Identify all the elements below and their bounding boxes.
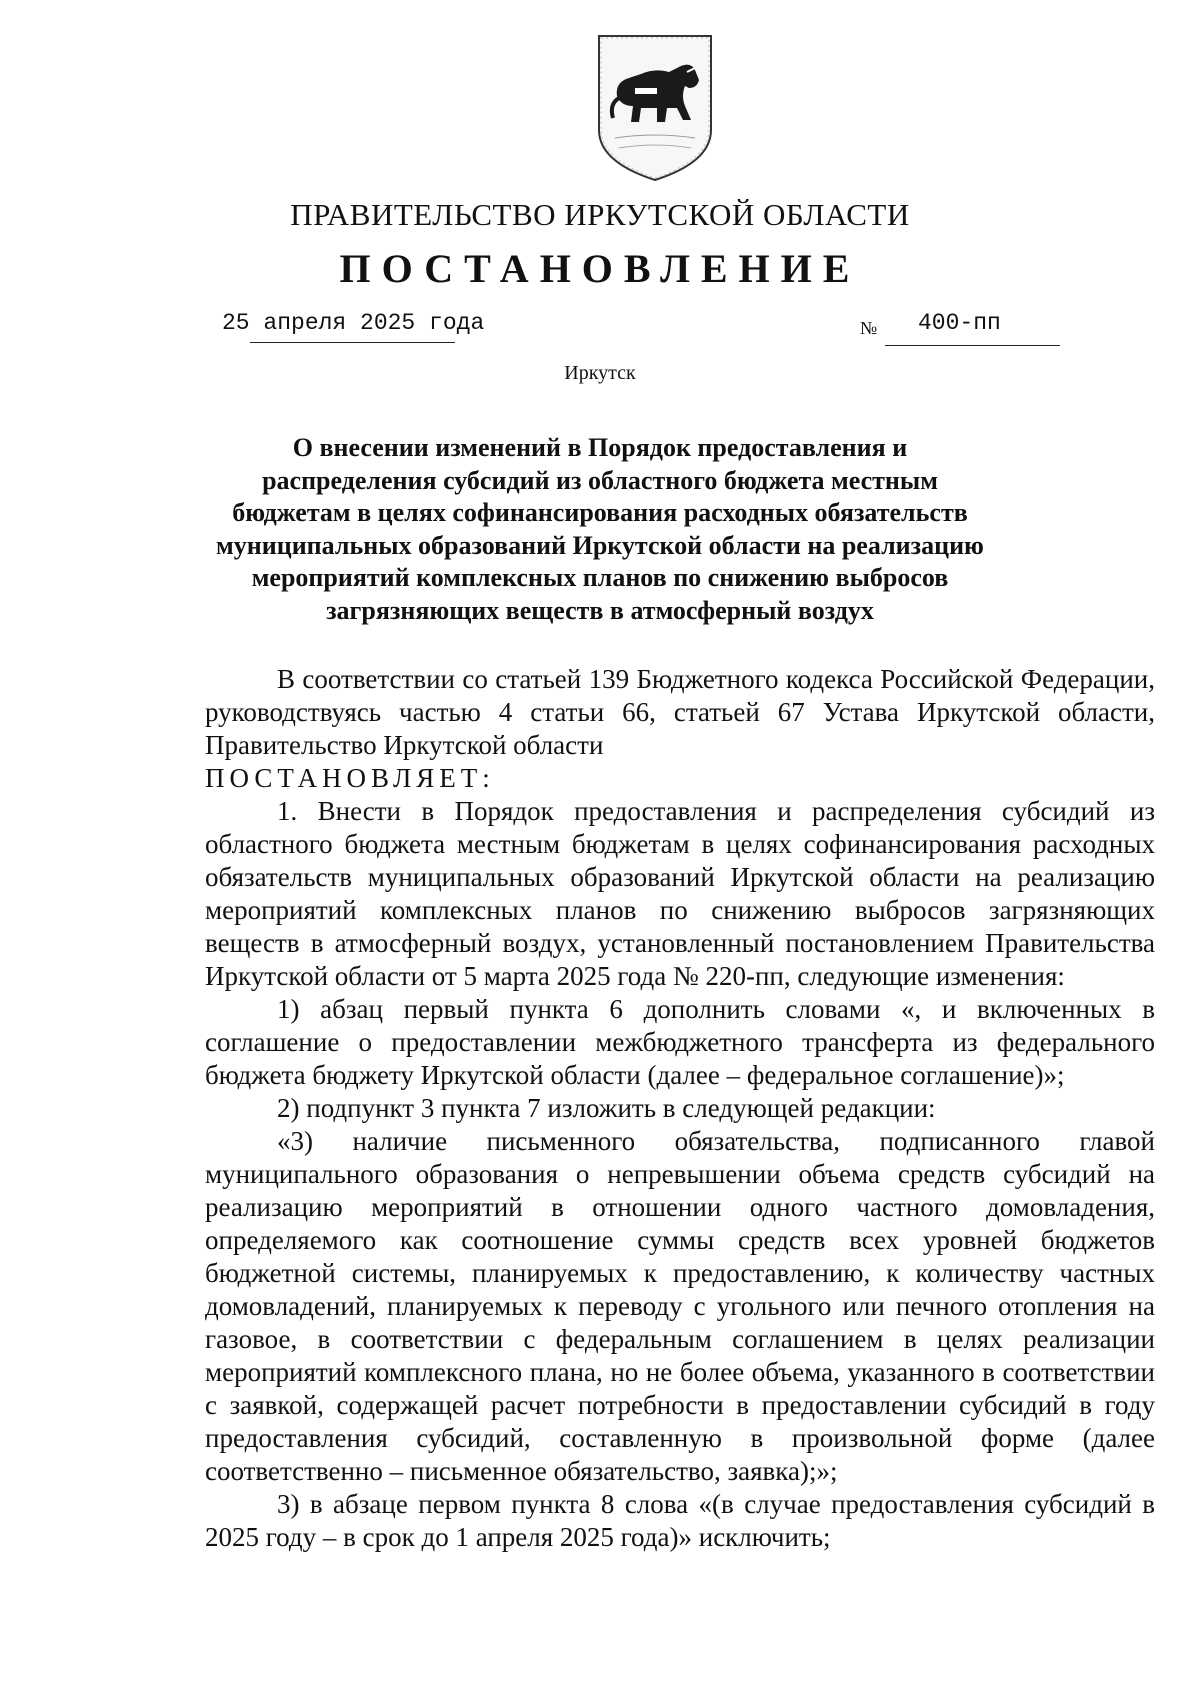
subitem-1-paragraph: 1) абзац первый пункта 6 дополнить словами «, и включенных в соглашение о предоставлении межбюджетного трансферта из федерального бюджета бюджету Иркутской области (далее – федеральное соглашение)»;: [205, 994, 1155, 1090]
subitem-3-paragraph: 3) в абзаце первом пункта 8 слова «(в случае предоставления субсидий в 2025 году – в срок до 1 апреля 2025 года)» исключить;: [205, 1489, 1155, 1552]
document-type: ПОСТАНОВЛЕНИЕ: [339, 246, 861, 291]
document-title: О внесении изменений в Порядок предоставления и распределения субсидий из областного бюджета местным бюджетам в целях софинансирования расходных обязательств муниципальных образований Иркутской области на реализацию мероприятий комплексных планов по снижению выбросов загрязняющих веществ в атмосферный воздух: [216, 433, 984, 625]
subitem-2-paragraph: 2) подпункт 3 пункта 7 изложить в следующей редакции:: [277, 1093, 936, 1123]
preamble-paragraph: В соответствии со статьей 139 Бюджетного кодекса Российской Федерации, руководствуясь частью 4 статьи 66, статьей 67 Устава Иркутской области, Правительство Иркутской области: [205, 664, 1155, 760]
document-body: [205, 663, 1155, 1554]
number-underline: [885, 345, 1060, 346]
date-underline: [250, 342, 455, 343]
item-1-paragraph: 1. Внести в Порядок предоставления и распределения субсидий из областного бюджета местным бюджетам в целях софинансирования расходных обязательств муниципальных образований Иркутской области на реализацию мероприятий комплексных планов по снижению выбросов загрязняющих веществ в атмосферный воздух, установленный постановлением Правительства Иркутской области от 5 марта 2025 года № 220-пп, следующие изменения:: [205, 796, 1155, 991]
number-sign: №: [860, 318, 878, 338]
coat-of-arms-icon: [595, 34, 715, 182]
government-name: ПРАВИТЕЛЬСТВО ИРКУТСКОЙ ОБЛАСТИ: [290, 197, 910, 232]
city: Иркутск: [564, 362, 636, 384]
document-number: 400-пп: [918, 310, 1001, 336]
resolves-heading: ПОСТАНОВЛЯЕТ:: [205, 763, 495, 793]
subitem-2-text-paragraph: «3) наличие письменного обязательства, подписанного главой муниципального образования о непревышении объема средств субсидий на реализацию мероприятий в отношении одного частного домовладения, определяемого как соотношение суммы средств всех уровней бюджетов бюджетной системы, планируемых к предоставлению, к количеству частных домовладений, планируемых к переводу с угольного или печного отопления на газовое, в соответствии с федеральным соглашением в целях реализации мероприятий комплексного плана, но не более объема, указанного в соответствии с заявкой, содержащей расчет потребности в предоставлении субсидий в году предоставления субсидий, составленную в произвольной форме (далее соответственно – письменное обязательство, заявка);»;: [205, 1126, 1155, 1486]
document-date: 25 апреля 2025 года: [222, 310, 485, 336]
